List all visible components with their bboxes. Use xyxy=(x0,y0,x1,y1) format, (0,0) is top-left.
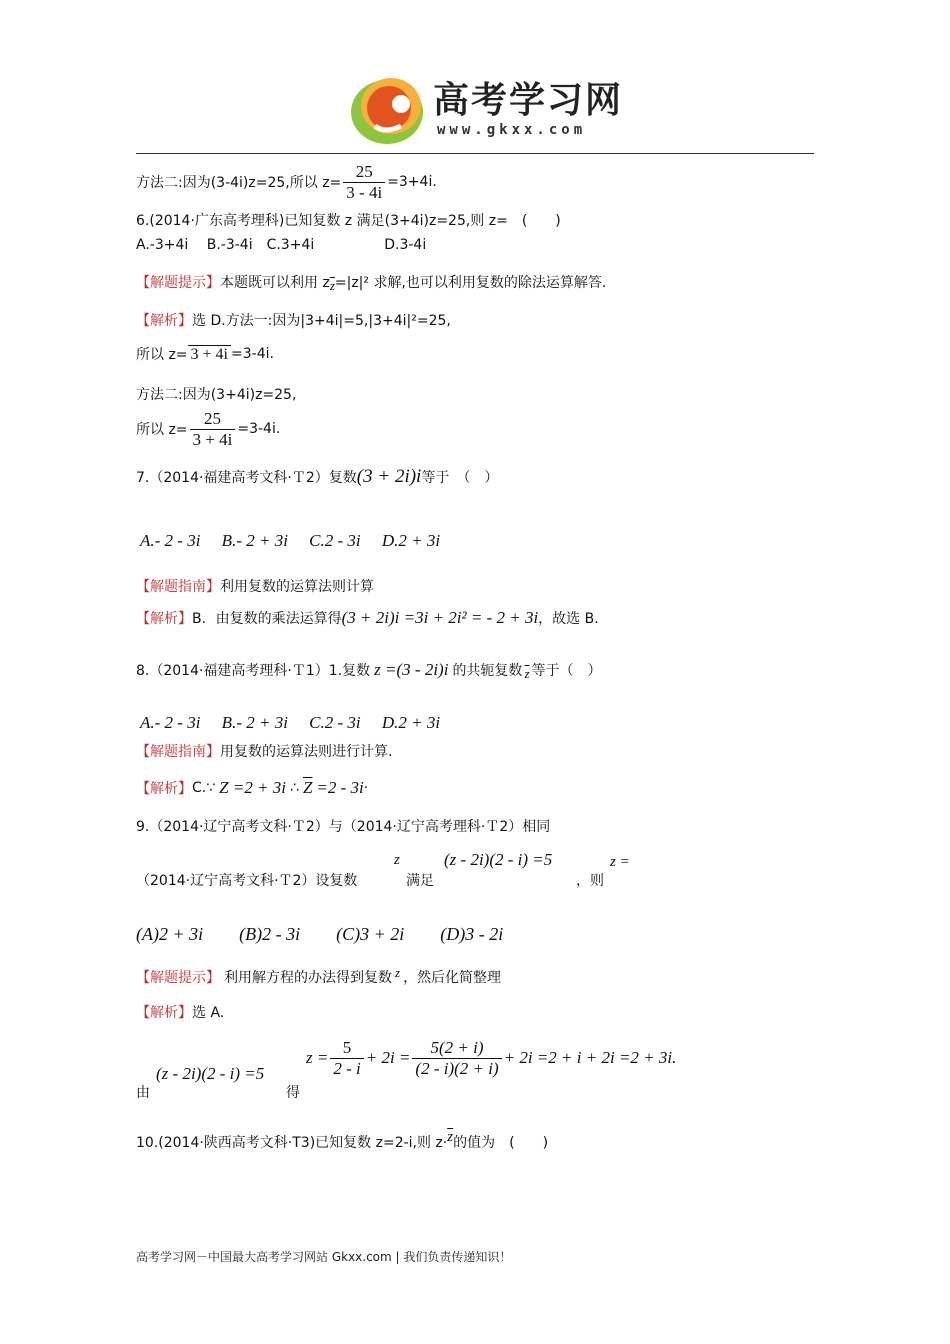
z: z xyxy=(395,965,401,980)
z-bar: $\overline{Z}$ xyxy=(302,778,313,797)
text: 8.（2014·福建高考理科·Ｔ1）1.复数 xyxy=(136,663,371,679)
z-equals: z = xyxy=(610,854,630,870)
z-equals: z = xyxy=(306,1048,329,1067)
question-8 xyxy=(136,660,602,680)
q7-guide xyxy=(136,576,374,596)
text: 方法二:因为(3-4i)z=25,所以 z= xyxy=(136,175,342,191)
question-6-options: A.-3+4i B.-3-4i C.3+4i D.3-4i xyxy=(136,237,427,253)
therefore: ∴ xyxy=(290,780,299,796)
question-6: 6.(2014·广东高考理科)已知复数 z 满足(3+4i)z=25,则 z= ( ) xyxy=(136,213,561,229)
q9-hint xyxy=(136,967,501,987)
numerator: 25 xyxy=(203,408,221,428)
analysis-text: 选 D.方法一:因为|3+4i|=5,|3+4i|²=25, xyxy=(192,313,451,329)
guide-tag: 【解题指南】 xyxy=(136,744,220,760)
solution-expr xyxy=(306,1032,676,1084)
hint-text: ，然后化简整理 xyxy=(403,970,502,986)
expr: =2 - 3i xyxy=(316,778,364,797)
guide-tag: 【解题指南】 xyxy=(136,579,220,595)
equation: (z - 2i)(2 - i) =5 xyxy=(156,1064,265,1083)
text: （2014·辽宁高考文科·Ｔ2）设复数 xyxy=(136,873,358,889)
z-bar: $\overline{z}$ xyxy=(524,666,530,681)
z-bar: $\overline{z}$ xyxy=(447,1128,454,1145)
expr: z =(3 - 2i)i xyxy=(374,660,449,679)
fraction xyxy=(343,162,385,203)
question-9-stem xyxy=(136,848,736,892)
expr: (3 + 2i)i =3i + 2i² = - 2 + 3i xyxy=(341,608,539,627)
text: 的值为 ( ) xyxy=(453,1135,549,1151)
denominator: 3 - 4i xyxy=(343,182,385,203)
q6-method2: 方法二:因为(3+4i)z=25, xyxy=(136,387,297,403)
line-method2-q5 xyxy=(136,161,437,203)
text: 得 xyxy=(286,1085,300,1101)
page-footer: 高考学习网－中国最大高考学习网站 Gkxx.com | 我们负责传递知识！ xyxy=(136,1250,512,1264)
logo-title: 高考学习网 xyxy=(433,80,624,121)
text: 等于 （ ） xyxy=(421,470,499,486)
hint-text: 利用解方程的办法得到复数 xyxy=(224,970,392,986)
header-rule xyxy=(136,153,814,154)
fraction xyxy=(330,1038,363,1079)
analysis-tag: 【解析】 xyxy=(136,313,192,329)
q6-hint xyxy=(136,272,606,292)
numerator: 5 xyxy=(342,1037,352,1057)
hint-tag: 【解题提示】 xyxy=(136,970,220,986)
logo-swirl-icon xyxy=(345,68,435,148)
question-7-options: A.- 2 - 3i B.- 2 + 3i C.2 - 3i D.2 + 3i xyxy=(140,531,441,550)
text: ，故选 B． xyxy=(538,611,609,627)
q8-guide xyxy=(136,741,392,761)
logo-url: www.gkxx.com xyxy=(437,122,587,138)
q8-analysis xyxy=(136,778,368,798)
text: ，则 xyxy=(576,873,604,889)
text: =3+4i. xyxy=(387,174,437,190)
text: =3-4i. xyxy=(237,421,281,437)
text: 等于（ ） xyxy=(531,663,602,679)
denominator: 2 - i xyxy=(330,1058,363,1079)
denominator: 3 + 4i xyxy=(190,429,236,450)
expr: Z =2 + 3i xyxy=(219,778,287,797)
z: z xyxy=(394,852,400,868)
guide-text: 利用复数的运算法则计算 xyxy=(220,579,374,595)
question-7 xyxy=(136,466,498,488)
text: B．由复数的乘法运算得 xyxy=(192,611,342,627)
analysis-text: 选 A. xyxy=(192,1005,225,1021)
q9-solution xyxy=(136,1032,816,1104)
text: =3-4i. xyxy=(231,346,274,362)
q6-so1 xyxy=(136,344,274,364)
hint-text: 本题既可以利用 z xyxy=(220,275,330,291)
analysis-tag: 【解析】 xyxy=(136,611,192,627)
text: C.∵ xyxy=(192,780,216,796)
analysis-tag: 【解析】 xyxy=(136,1005,192,1021)
expr: + 2i = xyxy=(365,1048,411,1067)
text: 7.（2014·福建高考文科·Ｔ2）复数 xyxy=(136,470,357,486)
text: 的共轭复数 xyxy=(452,663,523,679)
analysis-tag: 【解析】 xyxy=(136,781,192,797)
logo xyxy=(345,68,624,148)
guide-text: 用复数的运算法则进行计算. xyxy=(220,744,393,760)
equation: (z - 2i)(2 - i) =5 xyxy=(444,850,553,869)
q9-analysis xyxy=(136,1002,224,1022)
text: 10.(2014·陕西高考文科·T3)已知复数 z=2-i,则 z· xyxy=(136,1135,448,1151)
hint-text: =|z|² 求解,也可以利用复数的除法运算解答. xyxy=(334,275,607,291)
question-10 xyxy=(136,1128,549,1152)
fraction xyxy=(190,409,236,450)
text: · xyxy=(363,780,369,796)
text: 满足 xyxy=(406,873,434,889)
text: 由 xyxy=(136,1085,150,1101)
hint-tag: 【解题提示】 xyxy=(136,275,220,291)
z-bar: $\overline{z}$ xyxy=(329,278,335,293)
denominator-box: 3 + 4i xyxy=(188,345,231,364)
text: 所以 z= xyxy=(136,422,188,438)
q6-so2 xyxy=(136,407,280,451)
q6-analysis xyxy=(136,310,451,330)
numerator: 5(2 + i) xyxy=(430,1037,484,1057)
question-9: 9.（2014·辽宁高考文科·Ｔ2）与（2014·辽宁高考理科·Ｔ2）相同 xyxy=(136,819,551,835)
numerator: 25 xyxy=(355,161,373,181)
fraction xyxy=(412,1038,501,1079)
denominator: (2 - i)(2 + i) xyxy=(412,1058,501,1079)
q7-analysis xyxy=(136,608,608,628)
expr: + 2i =2 + i + 2i =2 + 3i. xyxy=(503,1048,677,1067)
question-9-options: (A)2 + 3i (B)2 - 3i (C)3 + 2i (D)3 - 2i xyxy=(136,924,504,944)
text: 所以 z= xyxy=(136,347,188,363)
expr: (3 + 2i)i xyxy=(356,466,422,487)
question-8-options: A.- 2 - 3i B.- 2 + 3i C.2 - 3i D.2 + 3i xyxy=(140,713,441,732)
